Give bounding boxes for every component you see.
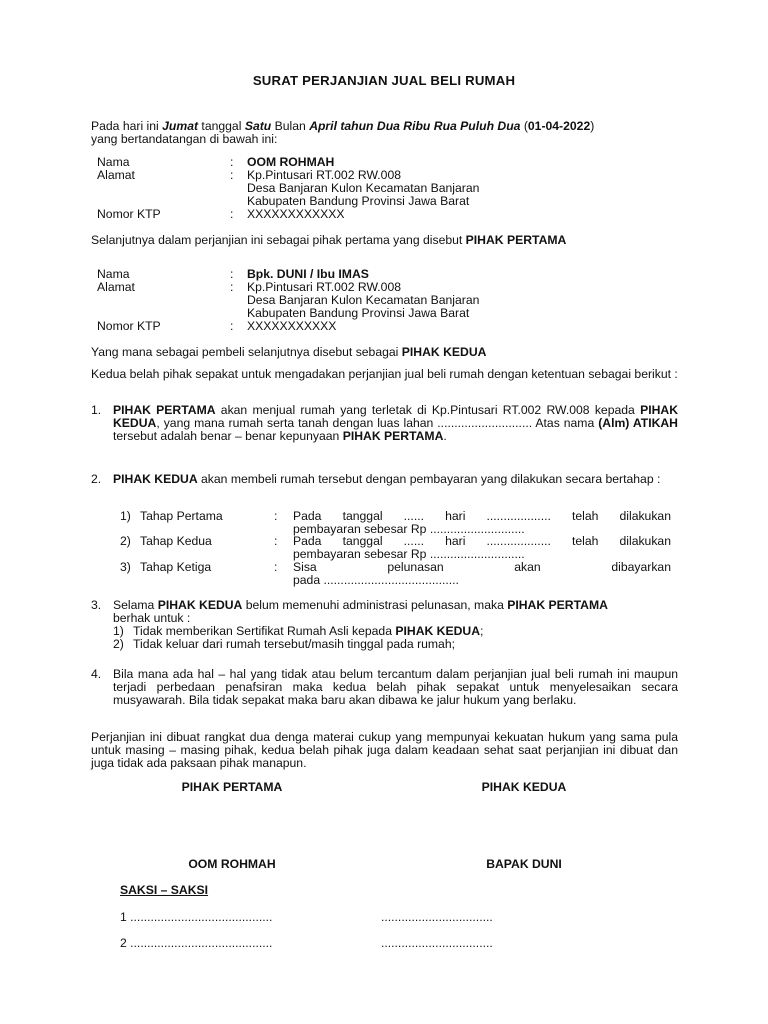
item-text: Tidak memberikan Sertifikat Rumah Asli kepada (133, 624, 396, 638)
item-bold: PIHAK KEDUA (395, 624, 481, 638)
clause-3-item (113, 637, 456, 651)
opening-text: ) (590, 119, 595, 133)
clause-text: , yang mana rumah serta tanah dengan luas lahan ............................ Atas nama (156, 416, 599, 430)
field-colon: : (230, 280, 234, 294)
opening-line-2: yang bertandatangan di bawah ini: (91, 132, 278, 146)
signature-title-right: PIHAK KEDUA (481, 780, 567, 794)
party2-address-line-1: Kp.Pintusari RT.002 RW.008 (247, 280, 402, 294)
clause-text: tersebut adalah benar – benar kepunyaan (113, 429, 343, 443)
party2-address-line-2: Desa Banjaran Kulon Kecamatan Banjaran (247, 293, 480, 307)
field-colon: : (230, 319, 234, 333)
opening-day: Jumat (162, 119, 199, 133)
clause-3-text (113, 599, 678, 612)
field-label: Nama (97, 267, 130, 281)
stage-label: Tahap Kedua (140, 534, 212, 548)
stage-label: Tahap Ketiga (140, 560, 212, 574)
party1-address-line-1: Kp.Pintusari RT.002 RW.008 (247, 168, 402, 182)
stage-text-line-1: Pada tanggal ...... hari ................... telah dilakukan (293, 534, 671, 548)
party2-ktp: XXXXXXXXXXX (247, 319, 337, 333)
opening-text: Bulan (271, 119, 310, 133)
clause-bold: PIHAK PERTAMA (342, 429, 444, 443)
stage-text (293, 510, 671, 536)
clause-bold: PIHAK KEDUA (157, 598, 243, 612)
clause-number: 4. (91, 667, 102, 681)
party1-ktp: XXXXXXXXXXXX (247, 207, 345, 221)
stage-colon: : (274, 534, 278, 548)
field-label: Nama (97, 155, 130, 169)
field-label: Alamat (97, 168, 135, 182)
opening-month-year: April tahun Dua Ribu Rua Puluh Dua (309, 119, 521, 133)
party1-name: OOM ROHMAH (247, 155, 335, 169)
item-number: 2) (113, 637, 124, 651)
stage-text (293, 561, 671, 587)
clause-bold: PIHAK KEDUA (113, 403, 678, 430)
stage-text-line-1: Sisa pelunasan akan dibayarkan (293, 560, 671, 574)
designation-bold: PIHAK PERTAMA (465, 233, 567, 247)
field-label: Nomor KTP (97, 319, 161, 333)
clause-4-text: Bila mana ada hal – hal yang tidak atau belum tercantum dalam perjanjian jual beli rumah ini maupun terjadi perbedaan penafsiran maka kedua belah pihak sepakat untuk menyelesaikan secara musyawarah. Bila tidak sepakat maka baru akan dibawa ke jalur hukum yang berlaku. (113, 667, 678, 707)
document-title: SURAT PERJANJIAN JUAL BELI RUMAH (252, 73, 516, 88)
closing-paragraph: Perjanjian ini dibuat rangkat dua denga materai cukup yang mempunyai kekuatan hukum yang sama pula untuk masing – masing pihak, kedua belah pihak juga dalam keadaan sehat saat perjanjian ini dibuat dan juga tidak ada paksaan pihak manapun. (91, 730, 678, 770)
stage-text-line-2: pada ........................................ (293, 573, 459, 587)
clause-1-text (113, 404, 678, 443)
clause-text: . (443, 429, 447, 443)
party2-name: Bpk. DUNI / Ibu IMAS (247, 267, 369, 281)
clause-bold: PIHAK PERTAMA (507, 598, 608, 612)
clause-3-line-2: berhak untuk : (113, 611, 191, 625)
stage-text-line-2: pembayaran sebesar Rp ............................ (293, 547, 525, 561)
witness-line-left: 2 .......................................... (120, 936, 273, 950)
witness-line-right: ................................. (381, 910, 493, 924)
signature-name-right: BAPAK DUNI (486, 857, 562, 871)
witness-line-right: ................................. (381, 936, 493, 950)
field-colon: : (230, 207, 234, 221)
stage-text-line-1: Pada tanggal ...... hari ................... telah dilakukan (293, 509, 671, 523)
signature-title-left: PIHAK PERTAMA (181, 780, 283, 794)
clause-number: 3. (91, 598, 102, 612)
clause-text: akan membeli rumah tersebut dengan pembayaran yang dilakukan secara bertahap : (197, 472, 661, 486)
signature-name-left: OOM ROHMAH (188, 857, 276, 871)
field-label: Alamat (97, 280, 135, 294)
party2-address-line-3: Kabupaten Bandung Provinsi Jawa Barat (247, 306, 470, 320)
stage-colon: : (274, 509, 278, 523)
item-text: Tidak keluar dari rumah tersebut/masih tinggal pada rumah; (133, 637, 456, 651)
opening-text: ( (520, 119, 528, 133)
stage-text (293, 535, 671, 561)
designation-text: Yang mana sebagai pembeli selanjutnya disebut sebagai (91, 345, 402, 359)
clause-text: akan menjual rumah yang terletak di Kp.Pintusari RT.002 RW.008 kepada (215, 403, 641, 417)
party1-address-line-3: Kabupaten Bandung Provinsi Jawa Barat (247, 194, 470, 208)
opening-text: Pada hari ini (91, 119, 163, 133)
opening-paragraph (91, 120, 678, 146)
clause-text: belum memenuhi administrasi pelunasan, maka (242, 598, 508, 612)
item-number: 1) (113, 624, 124, 638)
party1-address-line-2: Desa Banjaran Kulon Kecamatan Banjaran (247, 181, 480, 195)
stage-number: 2) (120, 534, 131, 548)
opening-text: tanggal (198, 119, 245, 133)
witness-heading: SAKSI – SAKSI (120, 883, 209, 897)
clause-bold: PIHAK PERTAMA (113, 403, 216, 417)
field-colon: : (230, 155, 234, 169)
clause-bold: PIHAK KEDUA (113, 472, 198, 486)
opening-date-word: Satu (244, 119, 272, 133)
agreement-intro: Kedua belah pihak sepakat untuk mengadakan perjanjian jual beli rumah dengan ketentuan sebagai berikut : (91, 367, 678, 381)
clause-2-text (113, 473, 678, 486)
field-label: Nomor KTP (97, 207, 161, 221)
stage-number: 1) (120, 509, 131, 523)
stage-number: 3) (120, 560, 131, 574)
field-colon: : (230, 267, 234, 281)
clause-number: 1. (91, 403, 102, 417)
clause-bold: (Alm) ATIKAH (598, 416, 678, 430)
party2-designation (91, 346, 678, 359)
stage-colon: : (274, 560, 278, 574)
designation-text: Selanjutnya dalam perjanjian ini sebagai pihak pertama yang disebut (91, 233, 466, 247)
field-colon: : (230, 168, 234, 182)
stage-label: Tahap Pertama (140, 509, 223, 523)
witness-line-left: 1 .......................................... (120, 910, 273, 924)
party1-designation (91, 234, 678, 247)
item-tail: ; (480, 624, 484, 638)
stage-text-line-2: pembayaran sebesar Rp ............................ (293, 522, 525, 536)
designation-bold: PIHAK KEDUA (401, 345, 487, 359)
clause-text: Selama (113, 598, 158, 612)
opening-date-number: 01-04-2022 (527, 119, 591, 133)
clause-number: 2. (91, 472, 102, 486)
